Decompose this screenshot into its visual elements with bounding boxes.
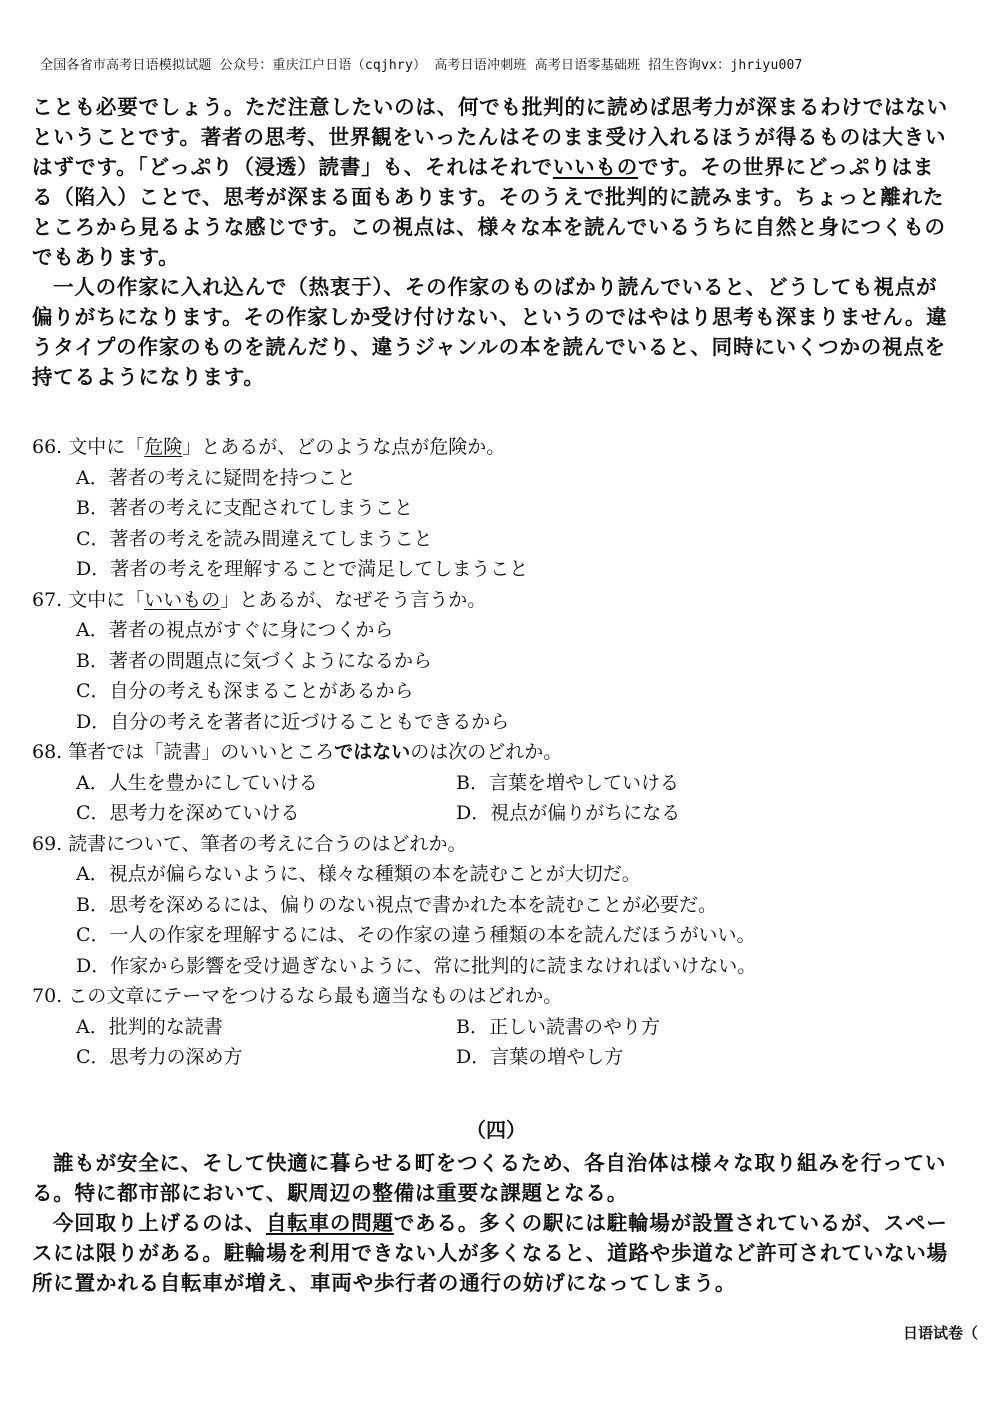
question-70: 70. この文章にテーマをつけるなら最も適当なものはどれか。 [32,985,563,1007]
option-69-b: B．思考を深めるには、偏りのない視点で書かれた本を読むことが必要だ。 [76,893,717,916]
question-69: 69. 読書について、筆者の考えに合うのはどれか。 [32,832,467,855]
option-67-b: B．著者の問題点に気づくようになるから [76,649,432,672]
option-67-a: A．著者の視点がすぐに身につくから [76,619,394,641]
question-stem: 」とあるが、どのような点が危険か。 [182,436,506,458]
option-66-a: A．著者の考えに疑問を持つこと [76,466,356,489]
option-70-a: A．批判的な読書 [76,1015,223,1038]
option-66-b: B．著者の考えに支配されてしまうこと [76,497,413,519]
question-stem: 」とあるが、なぜそう言うか。 [220,588,487,611]
question-67 [32,585,962,616]
option-66-d: D．著者の考えを理解することで満足してしまうこと [76,558,529,580]
option-66-c: C．著者の考えを読み間違えてしまうこと [76,527,433,550]
page-header: 全国各省市高考日语模拟试题 公众号：重庆江户日语（cqjhry） 高考日语冲刺班 高考日语零基础班 招生咨询vx：jhriyu007 [40,58,803,73]
options-70-row-1 [32,1012,962,1043]
options-68-row-1 [32,768,962,799]
section-4-title: （四） [466,1118,526,1142]
option-67-c: C．自分の考えも深まることがあるから [76,680,414,702]
passage-text: です。その世界にどっぷりはまる（陷入）ことで、思考が深まる面もあります。そのうえで批判的に読みます。ちょっと離れたところから見るような感じです。この視点は、様々な本を読んでいるうちに自然と身につくものでもあります。 [32,155,946,269]
passage-paragraph-2: 一人の作家に入れ込んで（热衷于）、その作家のものばかり読んでいると、どうしても視点が偏りがちになります。その作家しか受け付けない、というのではやはり思考も深まりません。違うタイプの作家のものを読んだり、違うジャンルの本を読んでいると、同時にいくつかの視点を持てるようになります。 [32,275,948,389]
passage-paragraph-1 [32,92,950,272]
underlined-phrase: いいもの [144,588,221,611]
question-66 [32,432,962,463]
passage-4-paragraph-1: 誰もが安全に、そして快適に暮らせる町をつくるため、各自治体は様々な取り組みを行っている。特に都市部において、駅周辺の整備は重要な課題となる。 [32,1151,947,1205]
option-69-d: D．作家から影響を受け過ぎないように、常に批判的に読まなければいけない。 [76,954,757,977]
passage-text: である。多くの駅には駐輪場が設置されているが、スペースには限りがある。駐輪場を利用できない人が多くなると、道路や歩道など許可されていない場所に置かれる自転車が増え、車両や歩行者の通行の妨げになってしまう。 [32,1211,948,1295]
option-68-a: A．人生を豊かにしていける [76,771,318,794]
passage-text: 今回取り上げるのは、 [53,1211,266,1235]
underlined-phrase: 自転車の問題 [266,1211,394,1235]
underlined-phrase: いいもの [552,155,639,179]
reading-passage-3 [32,92,950,392]
option-70-b: B．正しい読書のやり方 [456,1015,660,1038]
passage-text: ことも必要でしょう。ただ注意したいのは、何でも批判的に読めば思考力が深まるわけではないということです。著者の思考、世界観をいったんはそのまま受け入れるほうが得るものは大きいはずです。「どっぷり（浸透）読書」も、それはそれで [32,95,948,179]
reading-passage-4 [32,1148,950,1298]
options-68-row-2 [32,798,962,829]
option-70-d: D．言葉の増やし方 [456,1046,624,1068]
option-68-b: B．言葉を増やしていける [456,771,679,794]
bold-phrase: ではない [334,741,411,763]
options-70-row-2 [32,1042,962,1073]
question-stem: 68. 筆者では「読書」のいいところ [32,741,335,763]
question-68 [32,737,962,768]
option-68-c: C．思考力を深めていける [76,802,300,824]
question-stem: 66. 文中に「 [32,436,145,458]
passage-4-paragraph-2 [32,1208,950,1298]
question-stem: 67. 文中に「 [32,588,145,611]
underlined-phrase: 危険 [144,436,183,458]
option-69-c: C．一人の作家を理解するには、その作家の違う種類の本を読んだほうがいい。 [76,924,756,946]
question-list [32,432,962,1073]
option-70-c: C．思考力の深め方 [76,1046,243,1068]
option-67-d: D．自分の考えを著者に近づけることもできるから [76,710,510,733]
question-stem: のは次のどれか。 [410,741,563,763]
option-69-a: A．視点が偏らないように、様々な種類の本を読むことが大切だ。 [76,863,641,885]
page-footer: 日语试卷（ [902,1324,978,1342]
option-68-d: D．視点が偏りがちになる [456,802,681,824]
